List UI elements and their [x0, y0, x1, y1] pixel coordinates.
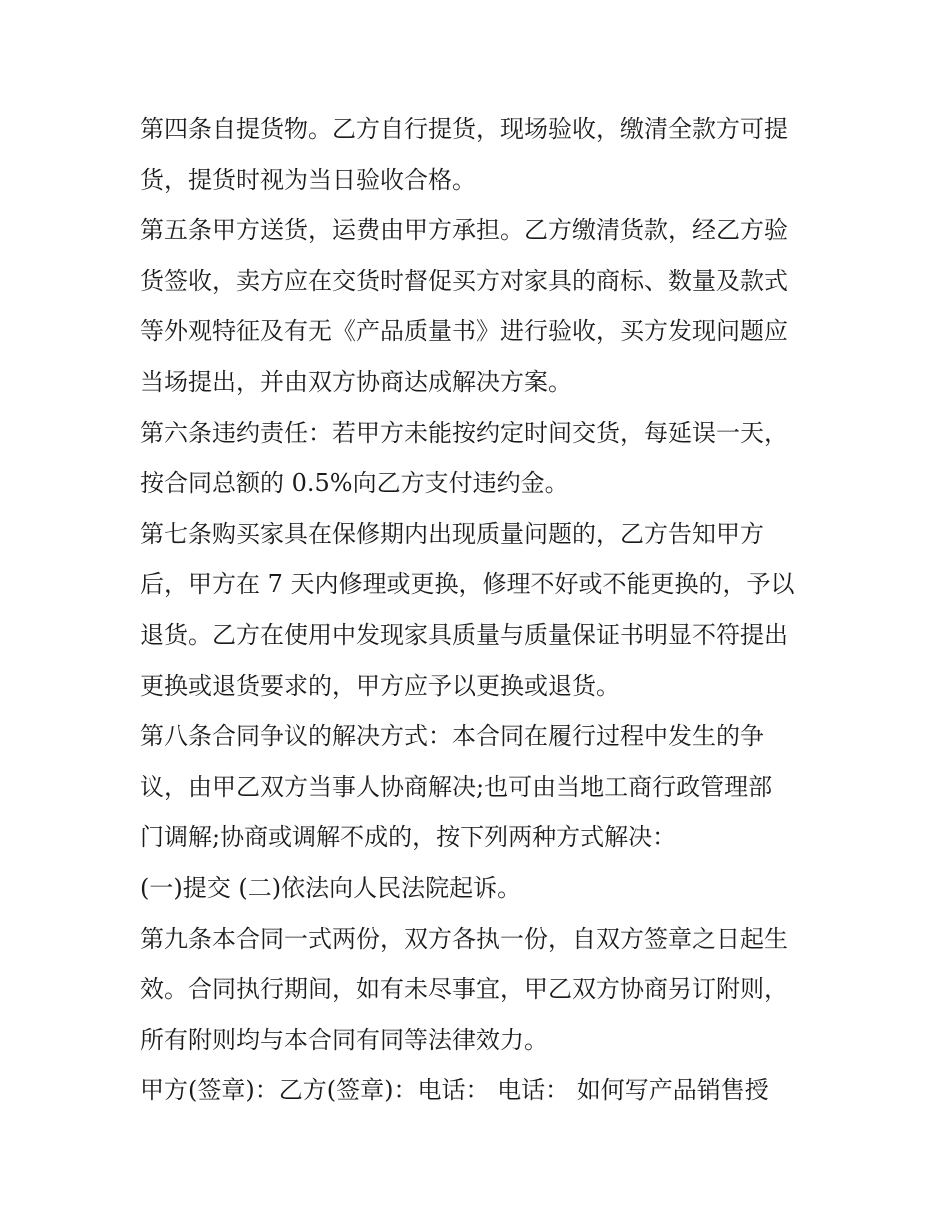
text-line: 门调解;协商或调解不成的，按下列两种方式解决： [140, 823, 677, 852]
text-line: 后，甲方在 7 天内修理或更换，修理不好或不能更换的，予以 [140, 570, 795, 599]
text-line: 第八条合同争议的解决方式：本合同在履行过程中发生的争 [140, 722, 764, 751]
text-line: 货签收，卖方应在交货时督促买方对家具的商标、数量及款式 [140, 266, 788, 295]
document-body [140, 104, 820, 1116]
text-line: 等外观特征及有无《产品质量书》进行验收，买方发现问题应 [140, 317, 788, 346]
text-line: 第四条自提货物。乙方自行提货，现场验收，缴清全款方可提 [140, 115, 788, 143]
text-line: 第五条甲方送货，运费由甲方承担。乙方缴清货款，经乙方验 [140, 216, 788, 245]
text-line: 货，提货时视为当日验收合格。 [140, 165, 476, 194]
text-line: 甲方(签章)：乙方(签章)：电话： 电话： 如何写产品销售授 [140, 1076, 769, 1105]
text-line: 第九条本合同一式两份，双方各执一份，自双方签章之日起生 [140, 924, 788, 953]
text-line: 效。合同执行期间，如有未尽事宜，甲乙双方协商另订附则， [140, 975, 788, 1004]
text-line: 当场提出，并由双方协商达成解决方案。 [140, 367, 572, 396]
text-line: 议，由甲乙双方当事人协商解决;也可由当地工商行政管理部 [140, 772, 773, 801]
text-line: 第六条违约责任：若甲方未能按约定时间交货，每延误一天， [140, 418, 788, 447]
text-line: 退货。乙方在使用中发现家具质量与质量保证书明显不符提出 [140, 620, 788, 649]
text-line: 更换或退货要求的，甲方应予以更换或退货。 [140, 671, 620, 700]
text-line: 第七条购买家具在保修期内出现质量问题的，乙方告知甲方 [140, 519, 764, 548]
text-line: (一)提交 (二)依法向人民法院起诉。 [140, 873, 522, 902]
text-line: 按合同总额的 0.5%向乙方支付违约金。 [140, 469, 569, 498]
text-line: 所有附则均与本合同有同等法律效力。 [140, 1025, 548, 1054]
